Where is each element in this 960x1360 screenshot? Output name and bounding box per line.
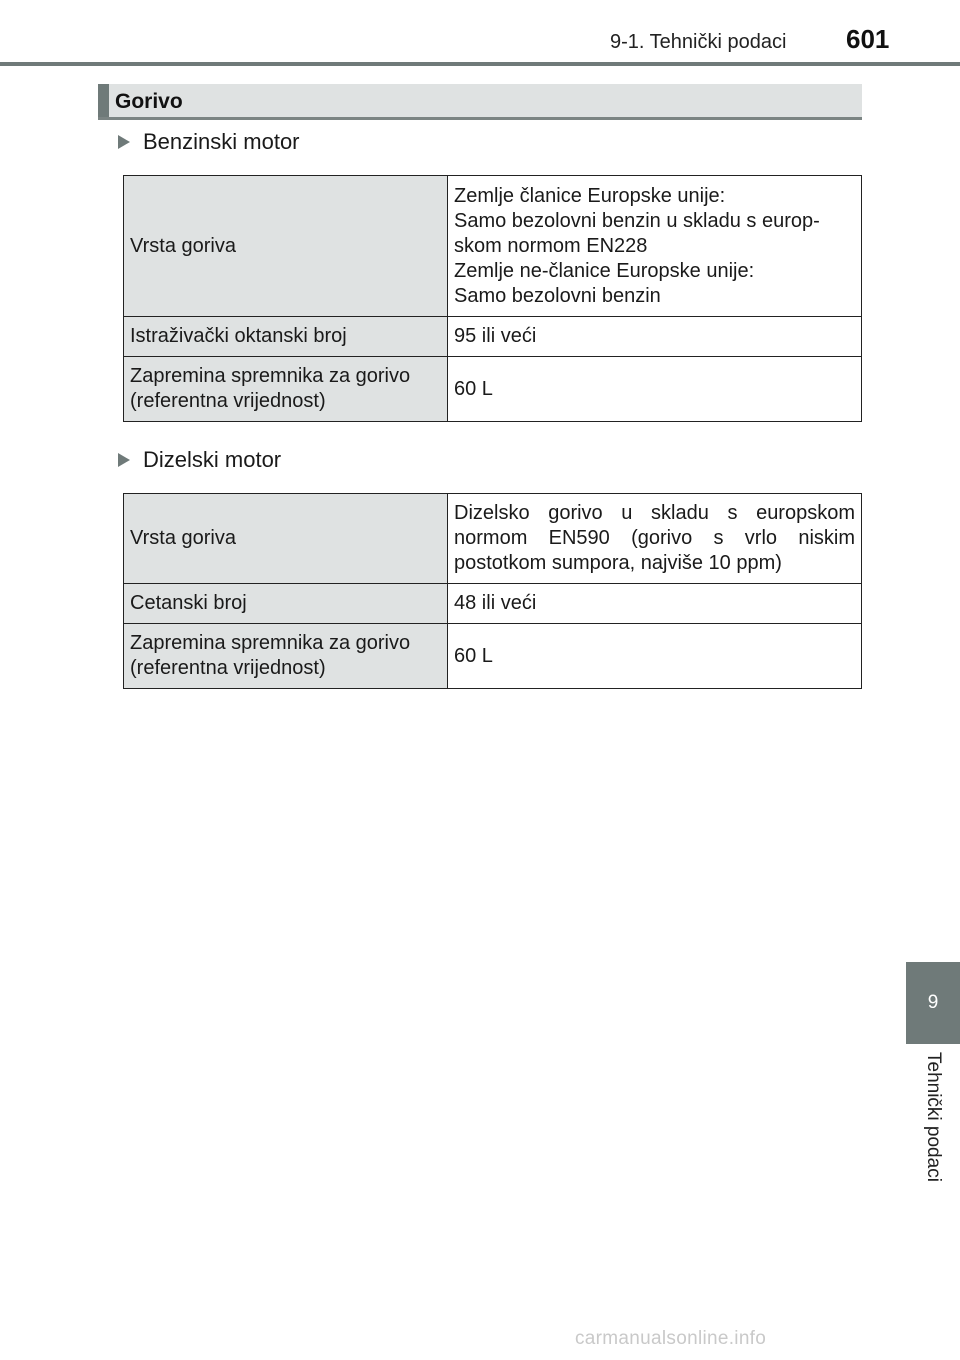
- value-line: Samo bezolovni benzin u skladu s europ-: [454, 209, 820, 232]
- chapter-tab-number: 9: [927, 992, 939, 1013]
- table-label-cell: Cetanski broj: [124, 584, 448, 624]
- label-line: (referentna vrijednost): [130, 390, 326, 412]
- watermark: carmanualsonline.info: [575, 1328, 767, 1349]
- petrol-fuel-table: [123, 175, 862, 422]
- label-line: Zapremina spremnika za gorivo: [130, 365, 411, 387]
- section-heading: [98, 84, 862, 120]
- table-value-cell: [448, 176, 862, 317]
- value-line: postotkom sumpora, najviše 10 ppm): [454, 552, 782, 574]
- diesel-heading: [118, 447, 281, 473]
- label-line: (referentna vrijednost): [130, 657, 326, 679]
- chapter-title: 9-1. Tehnički podaci: [610, 31, 787, 53]
- value-line: Dizelsko gorivo u skladu s europskom: [454, 502, 855, 524]
- chapter-tab-label: [906, 1052, 960, 1202]
- value-line: normom EN590 (gorivo s vrlo niskim: [454, 527, 855, 549]
- diesel-heading-label: Dizelski motor: [143, 447, 282, 472]
- header-divider: [0, 62, 960, 66]
- section-title: Gorivo: [115, 90, 183, 113]
- petrol-heading-label: Benzinski motor: [143, 129, 300, 154]
- table-value-cell: 60 L: [448, 624, 862, 689]
- table-label-cell: [124, 624, 448, 689]
- table-label-cell: [124, 357, 448, 422]
- table-row: [124, 357, 862, 422]
- value-line: Zemlje članice Europske unije:: [454, 184, 726, 207]
- table-row: [124, 494, 862, 584]
- value-line: Zemlje ne-članice Europske unije:: [454, 259, 755, 282]
- triangle-bullet-icon: [118, 135, 130, 149]
- label-line: Zapremina spremnika za gorivo: [130, 632, 411, 654]
- diesel-fuel-table: [123, 493, 862, 689]
- table-row: [124, 176, 862, 317]
- table-row: [124, 624, 862, 689]
- petrol-heading: [118, 129, 300, 155]
- table-value-cell: 48 ili veći: [448, 584, 862, 624]
- triangle-bullet-icon: [118, 453, 130, 467]
- value-line: Samo bezolovni benzin: [454, 284, 661, 307]
- table-label-cell: Istraživački oktanski broj: [124, 317, 448, 357]
- table-row: [124, 317, 862, 357]
- page-number: 601: [846, 24, 890, 54]
- table-value-cell: [448, 494, 862, 584]
- chapter-tab-label-text: Tehnički podaci: [923, 1052, 944, 1182]
- section-heading-bar: [98, 84, 109, 117]
- chapter-tab: [906, 962, 960, 1044]
- table-row: [124, 584, 862, 624]
- table-value-cell: 95 ili veći: [448, 317, 862, 357]
- value-line: skom normom EN228: [454, 234, 648, 257]
- table-label-cell: Vrsta goriva: [124, 494, 448, 584]
- table-value-cell: 60 L: [448, 357, 862, 422]
- table-label-cell: Vrsta goriva: [124, 176, 448, 317]
